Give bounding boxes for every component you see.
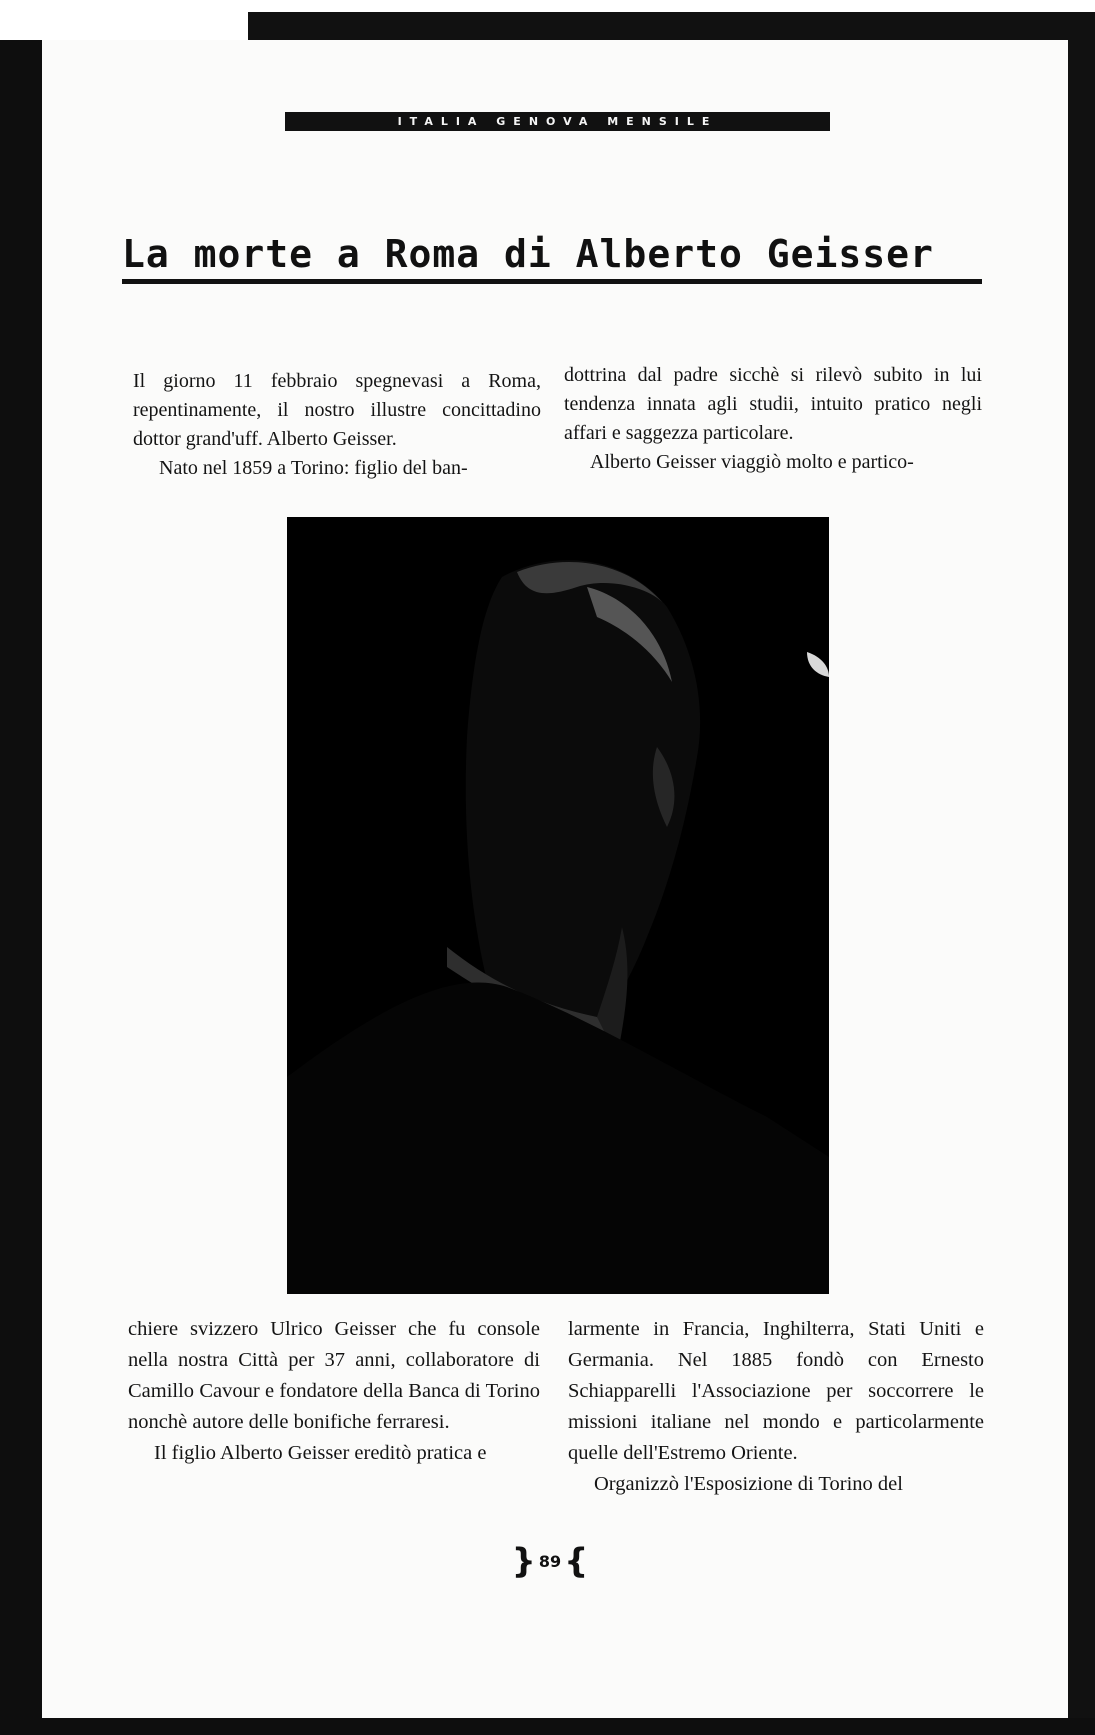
paragraph: Organizzò l'Esposizione di Torino del	[594, 1473, 903, 1495]
scan-border-left	[0, 40, 42, 1735]
page-number	[505, 1540, 595, 1580]
paragraph: Nato nel 1859 a Torino: figlio del ban-	[159, 457, 468, 479]
paragraph: Il giorno 11 febbraio spegnevasi a Roma, repentinamente, il nostro illustre concittadino dottor grand'uff. Alberto Geisser.	[133, 370, 541, 450]
ornament-bracket-right: {	[564, 1541, 589, 1582]
paragraph: dottrina dal padre sicchè si rilevò subito in lui tendenza innata agli studii, intuito pratico negli affari e saggezza particolare.	[564, 364, 982, 444]
scan-border-right	[1068, 40, 1095, 1735]
running-head: ITALIA GENOVA MENSILE	[285, 112, 830, 131]
article-title: La morte a Roma di Alberto Geisser	[122, 232, 934, 276]
paragraph: larmente in Francia, Inghilterra, Stati Uniti e Germania. Nel 1885 fondò con Ernesto Schiapparelli l'Associazione per soccorrere le missioni italiane nel mondo e particolarmente quelle dell'Estremo Oriente.	[568, 1318, 984, 1464]
text-column-right-top	[564, 361, 982, 477]
portrait-figure	[287, 517, 829, 1294]
paragraph: chiere svizzero Ulrico Geisser che fu console nella nostra Città per 37 anni, collaboratore di Camillo Cavour e fondatore della Banca di Torino nonchè autore delle bonifiche ferraresi.	[128, 1318, 540, 1433]
paragraph: Alberto Geisser viaggiò molto e partico-	[590, 451, 914, 473]
ornament-bracket-left: }	[511, 1541, 536, 1582]
page-number-value: 89	[538, 1551, 562, 1571]
text-column-left-bottom	[128, 1314, 540, 1469]
paragraph: Il figlio Alberto Geisser ereditò pratica e	[154, 1442, 487, 1464]
text-column-left-top	[133, 367, 541, 483]
portrait-photo	[287, 517, 829, 1294]
title-underline	[122, 279, 982, 284]
scan-border-bottom	[0, 1718, 1095, 1735]
text-column-right-bottom	[568, 1314, 984, 1500]
